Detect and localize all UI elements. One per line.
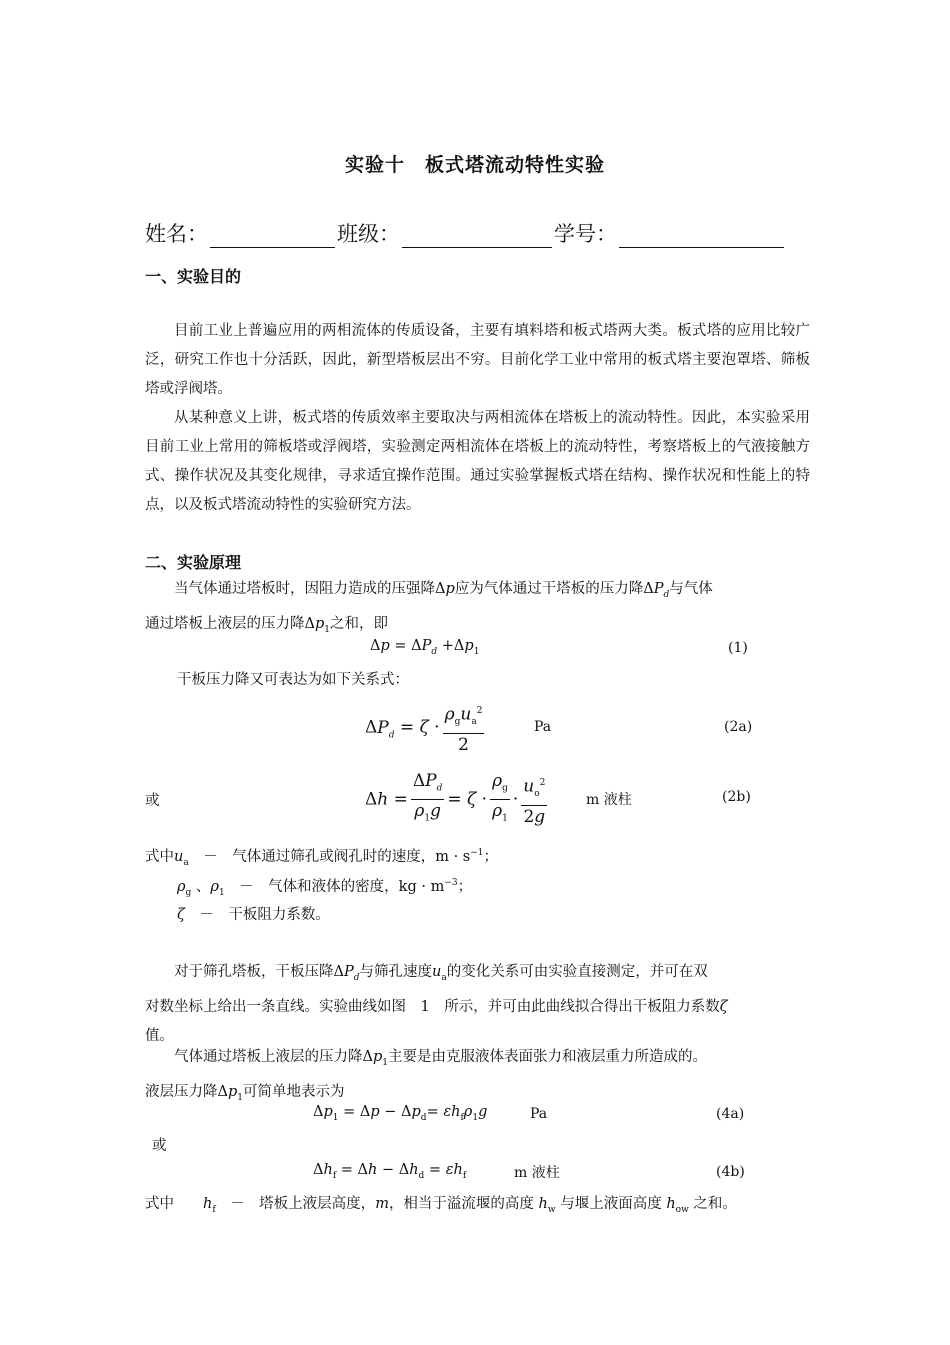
equation-number: (1) — [728, 640, 748, 656]
unit-label: m 液柱 — [586, 792, 632, 808]
dry-plate-paragraph: 对于筛孔塔板，干板压降$\Delta P_d$与筛孔速度$u_a$的变化关系可由实验直接测定，并可在双 对数坐标上给出一条直线。实验曲线如图 1 所示，并可由此曲线拟合得出干板阻力系数ζ 值。 — [145, 964, 728, 1044]
student-info — [145, 218, 786, 248]
class-field[interactable] — [402, 223, 552, 248]
paragraph: 目前工业上普遍应用的两相流体的传质设备，主要有填料塔和板式塔两大类。板式塔的应用比较广泛，研究工作也十分活跃，因此，新型塔板层出不穷。目前化学工业中常用的板式塔主要泡罩塔、筛板塔或浮阀塔。 — [145, 323, 810, 397]
definition-zeta: ζ － 干板阻力系数。 — [177, 907, 330, 923]
definition-hf: 式中 $h_f$ － 塔板上液层高度，m，相当于溢流堰的高度 $h_w$ 与堰上液面高度 $h_{ow}$ 之和。 — [145, 1196, 737, 1215]
name-field[interactable] — [210, 223, 335, 248]
section2-heading: 二、实验原理 — [145, 553, 242, 572]
unit-label: Pa — [534, 719, 552, 735]
or-label: 或 — [145, 793, 160, 809]
unit-label: Pa — [530, 1106, 548, 1122]
definition-u: 式中$u_a$ － 气体通过筛孔或阀孔时的速度，$m \cdot s^{-1}$； — [145, 848, 499, 868]
liquid-layer-paragraph: 气体通过塔板上液层的压力降$\Delta p_1$主要是由克服液体表面张力和液层重力所造成的。 液层压力降$\Delta p_1$可简单地表示为 — [145, 1049, 708, 1103]
definition-rho: $\rho_g$ 、$\rho_1$ － 气体和液体的密度，kg · $m^{-3}$； — [177, 878, 473, 898]
name-label: 姓名： — [145, 222, 208, 246]
equation-2b: Δh = $\frac{\Delta P_d}{\rho_1g}$ = ζ · $\frac{\rho_g}{\rho_1}$ · $\frac{u_o^2}{2g}$ — [365, 771, 546, 827]
equation-1: $\Delta p = \Delta P_d +\Delta p_1$ — [370, 638, 480, 657]
equation-4a: $\Delta p_1 = \Delta p - \Delta p_d= \varepsilon h_f\rho_1g$ — [313, 1104, 488, 1123]
equation-number: (4a) — [716, 1106, 745, 1122]
id-label: 学号： — [554, 222, 617, 246]
equation-number: (4b) — [716, 1164, 745, 1180]
dry-plate-intro: 干板压力降又可表达为如下关系式： — [177, 672, 409, 688]
unit-label: m 液柱 — [514, 1165, 560, 1181]
section1-body — [145, 317, 810, 520]
section1-heading: 一、实验目的 — [145, 267, 242, 286]
equation-4b: $\Delta h_f = \Delta h - \Delta h_d = \varepsilon h_f$ — [313, 1162, 467, 1181]
principle-intro: 当气体通过塔板时，因阻力造成的压强降Δp应为气体通过干塔板的压力降$\Delta P_d$与气体 通过塔板上液层的压力降$\Delta p_1$之和，即 — [145, 581, 713, 635]
equation-number: (2b) — [722, 789, 751, 805]
equation-number: (2a) — [724, 719, 753, 735]
class-label: 班级： — [337, 222, 400, 246]
student-id-field[interactable] — [619, 223, 784, 248]
paragraph: 从某种意义上讲，板式塔的传质效率主要取决与两相流体在塔板上的流动特性。因此，本实验采用目前工业上常用的筛板塔或浮阀塔，实验测定两相流体在塔板上的流动特性，考察塔板上的气液接触方式、操作状况及其变化规律，寻求适宜操作范围。通过实验掌握板式塔在结构、操作状况和性能上的特点，以及板式塔流动特性的实验研究方法。 — [145, 410, 810, 513]
page-title: 实验十 板式塔流动特性实验 — [344, 154, 605, 176]
equation-2a: $\Delta P_d = \zeta$ · $\frac{\rho_gu_a^2}{2}$ — [365, 700, 487, 756]
or-label: 或 — [152, 1138, 167, 1154]
